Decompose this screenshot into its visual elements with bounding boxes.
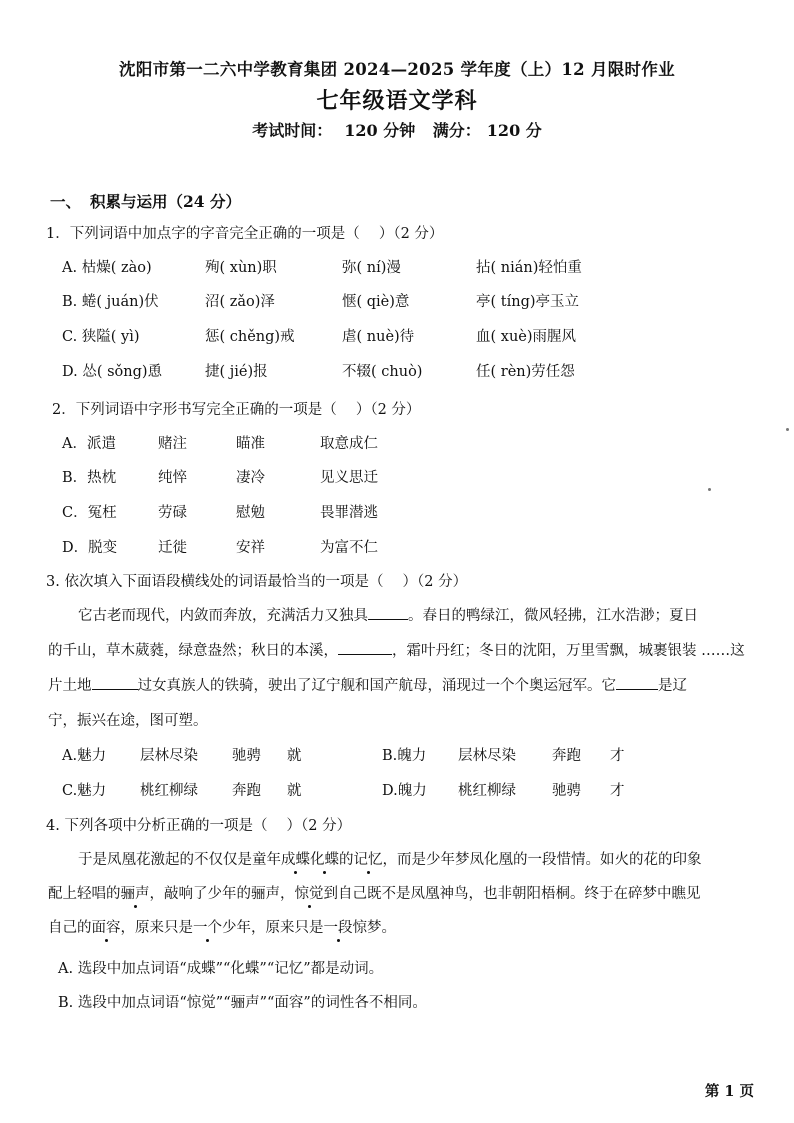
q1-option-c-3: 虐( nuè)待 — [342, 329, 415, 345]
q3-passage-line-3 — [48, 674, 687, 695]
q4-dotted-word: 成蝶 — [281, 852, 310, 868]
q4-option-b: B. 选段中加点词语“惊觉”“骊声”“面容”的词性各不相同。 — [58, 995, 427, 1011]
q2-option-a-2: 赌注 — [158, 436, 187, 452]
q4-text: ，敲响了少年的骊声， — [149, 886, 295, 902]
q1-option-b-3: 惬( qiè)意 — [342, 294, 410, 310]
q4-dotted-word: 骊声 — [120, 886, 150, 902]
q2-option-d-2: 迁徙 — [158, 540, 187, 556]
q2-option-d-3: 安祥 — [236, 540, 265, 556]
q3-option-d-3: 驰骋 — [552, 783, 581, 799]
q3-option-a-2: 层林尽染 — [140, 748, 198, 764]
score-value: 120 分 — [486, 121, 542, 140]
q2-option-c-3: 慰勉 — [236, 505, 265, 521]
q1-option-d-3: 不辍( chuò) — [342, 364, 423, 380]
q1-option-c-1: C. 狭隘( yì) — [62, 329, 140, 345]
q4-option-a: A. 选段中加点词语“成蝶”“化蝶”“记忆”都是动词。 — [58, 961, 384, 977]
q2-option-a-1: A．派遣 — [62, 436, 116, 452]
q3-text: ，霜叶丹红；冬日的沈阳，万里雪飘，城裹银装 ……这 — [392, 643, 745, 659]
q3-option-c-1: C.魅力 — [62, 783, 107, 799]
q1-option-a-4: 拈( nián)轻怕重 — [476, 260, 582, 276]
q1-option-c-2: 惩( chěng)戒 — [205, 329, 295, 345]
q3-blank-4[interactable] — [616, 675, 658, 690]
q3-passage-line-4: 宁，振兴在途，图可塑。 — [48, 713, 208, 729]
page-number: 第 1 页 — [704, 1083, 754, 1100]
q4-text: 的 — [339, 852, 354, 868]
q3-text: 。春日的鸭绿江，微风轻拂，江水浩渺；夏日 — [408, 608, 698, 624]
q4-text: ，原来只是 — [120, 920, 193, 936]
q1-option-c-4: 血( xuè)雨腥风 — [476, 329, 577, 345]
q2-option-b-1: B．热枕 — [62, 470, 117, 486]
q3-passage-line-2 — [48, 639, 745, 660]
q1-option-d-1: D. 怂( sǒng)恿 — [62, 364, 163, 380]
q4-dotted-word: 化蝶 — [310, 852, 339, 868]
question-2-stem: 2．下列词语中字形书写完全正确的一项是（ ）（2 分） — [52, 402, 421, 418]
q3-blank-2[interactable] — [338, 640, 392, 655]
q1-option-b-4: 亭( tíng)亭玉立 — [476, 294, 580, 310]
q3-option-c-2: 桃红柳绿 — [140, 783, 198, 799]
question-1-stem: 1．下列词语中加点字的字音完全正确的一项是（ ）（2 分） — [46, 226, 444, 242]
time-value: 120 分钟 — [344, 121, 416, 140]
q2-option-c-2: 劳碌 — [158, 505, 187, 521]
section-number: 一、 — [50, 192, 82, 211]
exam-meta — [0, 118, 794, 141]
q4-text: 惊梦。 — [352, 920, 396, 936]
q1-option-a-3: 弥( ní)漫 — [342, 260, 401, 276]
q3-passage-line-1 — [78, 604, 698, 625]
q2-option-c-4: 畏罪潜逃 — [320, 505, 378, 521]
q3-option-a-4: 就 — [287, 748, 302, 764]
q2-option-b-3: 凄冷 — [236, 470, 265, 486]
q3-option-a-1: A.魅力 — [62, 748, 107, 764]
q4-text: 少年，原来只是 — [222, 920, 324, 936]
q2-option-b-2: 纯悴 — [158, 470, 187, 486]
q4-text: 于是凤凰花激起的不仅仅是童年 — [78, 852, 281, 868]
q1-option-d-4: 任( rèn)劳任怨 — [476, 364, 575, 380]
scan-speck — [786, 428, 789, 431]
q4-dotted-word: 一个 — [193, 920, 222, 936]
q4-passage-line-1 — [78, 848, 702, 869]
q4-dotted-word: 惊觉 — [294, 886, 324, 902]
q1-option-b-1: B. 蜷( juán)伏 — [62, 294, 159, 310]
q2-option-a-4: 取意成仁 — [320, 436, 378, 452]
exam-subject-title: 七年级语文学科 — [316, 88, 478, 114]
section-title: 积累与运用（24 分） — [90, 192, 241, 211]
q2-option-d-1: D．脱变 — [62, 540, 118, 556]
question-4-stem: 4. 下列各项中分析正确的一项是（ ）（2 分） — [46, 818, 352, 834]
q4-text: 自己的 — [48, 920, 92, 936]
q3-text: 它古老而现代，内敛而奔放，充满活力又独具 — [78, 608, 368, 624]
q4-passage-line-3 — [48, 916, 396, 937]
q4-text: 到自己既不是凤凰神鸟，也非朝阳梧桐。终于在碎梦中瞧见 — [323, 886, 701, 902]
q2-option-b-4: 见义思迁 — [320, 470, 378, 486]
q1-option-b-2: 沼( zǎo)泽 — [205, 294, 275, 310]
q2-option-a-3: 瞄准 — [236, 436, 265, 452]
q1-option-d-2: 捷( jié)报 — [205, 364, 268, 380]
q3-option-d-1: D.魄力 — [382, 783, 427, 799]
q4-text: 配上轻唱的 — [48, 886, 121, 902]
exam-header-title: 沈阳市第一二六中学教育集团 2024—2025 学年度（上）12 月限时作业 — [119, 60, 675, 79]
q4-dotted-word: 面容 — [91, 920, 121, 936]
q3-option-d-2: 桃红柳绿 — [458, 783, 516, 799]
score-label: 满分： — [432, 121, 481, 140]
q4-passage-line-2 — [48, 882, 701, 903]
q3-option-b-2: 层林尽染 — [458, 748, 516, 764]
section-heading — [50, 190, 241, 212]
q3-text: 的千山，草木葳蕤，绿意盎然；秋日的本溪， — [48, 643, 338, 659]
q3-option-d-4: 才 — [610, 783, 625, 799]
q4-text: ，而是少年梦凤化凰的一段惜情。如火的花的印象 — [382, 852, 702, 868]
q3-option-b-4: 才 — [610, 748, 625, 764]
time-label: 考试时间： — [252, 121, 333, 140]
q2-option-d-4: 为富不仁 — [320, 540, 378, 556]
q3-option-c-4: 就 — [287, 783, 302, 799]
q3-text: 是辽 — [658, 678, 687, 694]
scan-speck — [708, 488, 711, 491]
q2-option-c-1: C．冤枉 — [62, 505, 117, 521]
q1-option-a-1: A. 枯燥( zào) — [62, 260, 152, 276]
q3-option-a-3: 驰骋 — [232, 748, 261, 764]
q3-option-b-3: 奔跑 — [552, 748, 581, 764]
q1-option-a-2: 殉( xùn)职 — [205, 260, 277, 276]
q3-text: 片土地 — [48, 678, 92, 694]
q3-option-b-1: B.魄力 — [382, 748, 427, 764]
q3-text: 过女真族人的铁骑，驶出了辽宁舰和国产航母，涌现过一个个奥运冠军。它 — [137, 678, 616, 694]
q4-dotted-word: 记忆 — [353, 852, 383, 868]
question-3-stem: 3. 依次填入下面语段横线处的词语最恰当的一项是（ ）（2 分） — [46, 574, 468, 590]
q3-option-c-3: 奔跑 — [232, 783, 261, 799]
q3-blank-1[interactable] — [368, 605, 408, 620]
q3-blank-3[interactable] — [92, 675, 138, 690]
q4-dotted-word: 一段 — [323, 920, 353, 936]
